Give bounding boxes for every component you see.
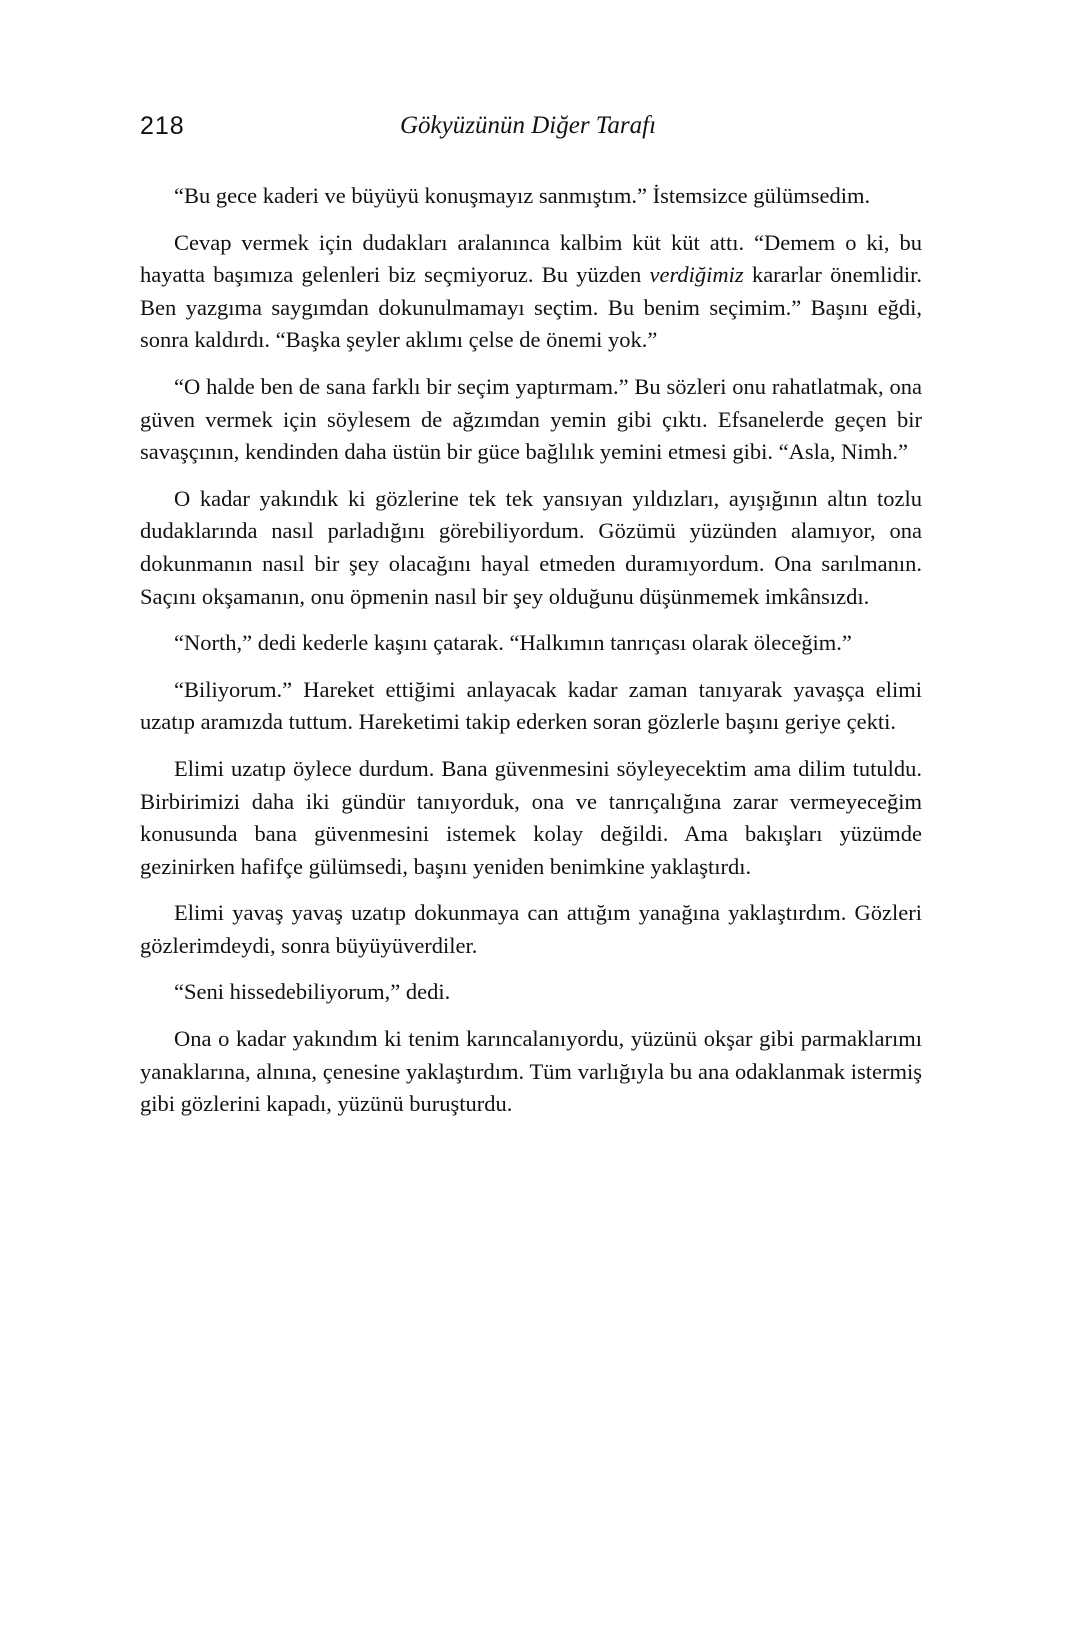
- paragraph: “Seni hissedebiliyorum,” dedi.: [174, 979, 451, 1005]
- paragraph: “O halde ben de sana farklı bir seçim yaptırmam.” Bu sözleri onu rahatlatmak, ona güven vermek için söylesem de ağzımdan yemin gibi çıktı. Efsanelerde geçen bir savaşçının, kendinden daha üstün bir güce bağlılık yemini etmesi gibi. “Asla, Nimh.”: [140, 373, 922, 465]
- paragraph: “North,” dedi kederle kaşını çatarak. “Halkımın tanrıçası olarak öleceğim.”: [174, 630, 852, 656]
- running-title: Gökyüzünün Diğer Tarafı: [400, 112, 657, 139]
- emphasized-word: verdiğimiz: [649, 262, 744, 288]
- body-text: [140, 180, 922, 1121]
- paragraph: Ona o kadar yakındım ki tenim karıncalanıyordu, yüzünü okşar gibi parmaklarımı yanaklarına, alnına, çenesine yaklaştırdım. Tüm varlığıyla bu ana odaklanmak istermiş gibi gözlerini kapadı, yüzünü buruşturdu.: [140, 1026, 922, 1117]
- paragraph: “Biliyorum.” Hareket ettiğimi anlayacak kadar zaman tanıyarak yavaşça elimi uzatıp aramızda tuttum. Hareketimi takip ederken soran gözlerle başını geriye çekti.: [140, 676, 922, 735]
- paragraph: Elimi uzatıp öylece durdum. Bana güvenmesini söyleyecektim ama dilim tutuldu. Birbirimizi daha iki gündür tanıyorduk, ona ve tanrıçalığına zarar vermeyeceğim konusunda bana güvenmesini istemek kolay değildi. Ama bakışları yüzümde gezinirken hafifçe gülümsedi, başını yeniden benimkine yaklaştırdı.: [140, 755, 922, 879]
- paragraph: [140, 227, 922, 357]
- paragraph-text: kararlar önemlidir. Ben yazgıma saygımdan dokunulmamayı seçtim. Bu benim seçimim.” Başını eğdi, sonra kaldırdı. “Başka şeyler aklımı çelse de önemi yok.”: [140, 262, 923, 353]
- paragraph: “Bu gece kaderi ve büyüyü konuşmayız sanmıştım.” İstemsizce gülümsedim.: [174, 183, 871, 208]
- page-number: 218: [140, 112, 185, 140]
- page-header: [140, 112, 920, 152]
- paragraph-text: Cevap vermek için dudakları aralanınca kalbim küt küt attı. “Demem o ki, bu hayatta başımıza gelenleri biz seçmiyoruz. Bu yüzden: [140, 229, 922, 288]
- paragraph: Elimi yavaş yavaş uzatıp dokunmaya can attığım yanağına yaklaştırdım. Gözleri gözlerimdeydi, sonra büyüyüverdiler.: [140, 900, 922, 958]
- paragraph: O kadar yakındık ki gözlerine tek tek yansıyan yıldızları, ayışığının altın tozlu dudaklarında nasıl parladığını görebiliyordum. Gözümü yüzünden alamıyor, ona dokunmanın nasıl bir şey olacağını hayal etmeden duramıyordum. Ona sarılmanın. Saçını okşamanın, onu öpmenin nasıl bir şey olduğunu düşünmemek imkânsızdı.: [140, 485, 922, 609]
